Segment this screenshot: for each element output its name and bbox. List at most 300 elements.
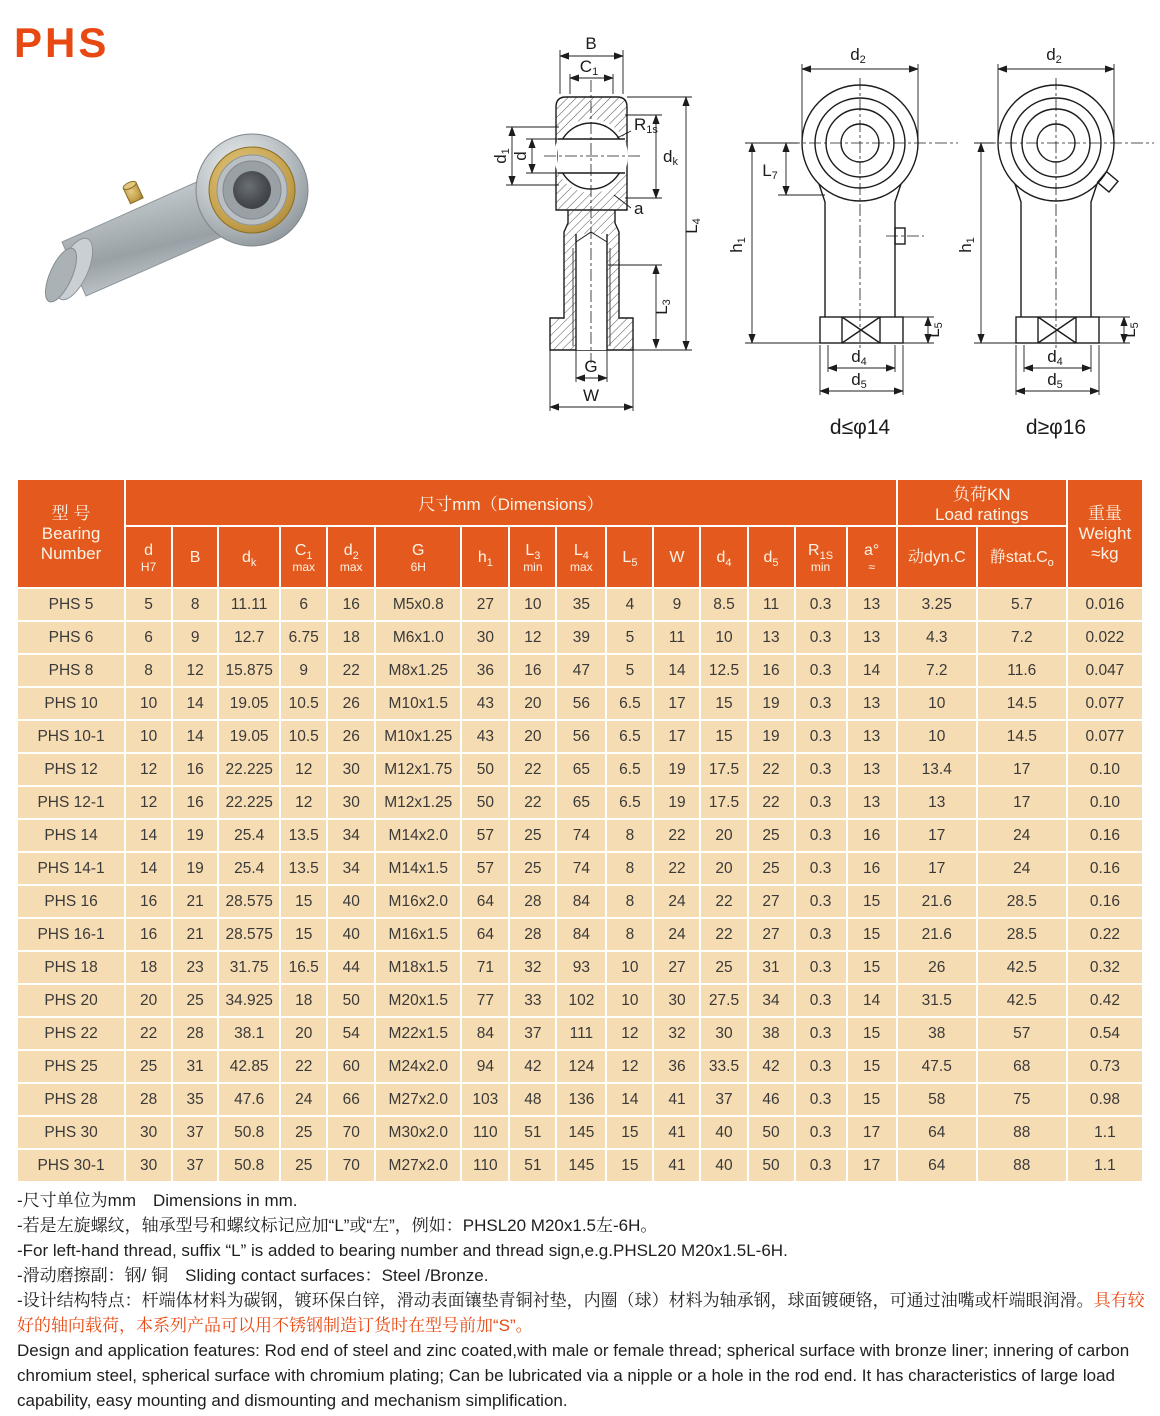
table-cell: 14	[126, 853, 171, 884]
table-cell: 31.5	[898, 985, 976, 1016]
table-cell: 22	[510, 787, 555, 818]
table-cell: 12.5	[701, 655, 746, 686]
table-cell: 0.3	[796, 1084, 846, 1115]
table-cell: 4	[607, 589, 652, 620]
table-cell: 64	[462, 886, 508, 917]
table-cell: 41	[654, 1150, 699, 1181]
table-cell: 28	[173, 1018, 217, 1049]
table-cell: 111	[557, 1018, 605, 1049]
table-cell: 35	[557, 589, 605, 620]
dim-label-d2: d2	[850, 45, 866, 66]
table-cell: 12	[126, 787, 171, 818]
table-cell: 65	[557, 787, 605, 818]
table-cell: M20x1.5	[376, 985, 460, 1016]
bearing-number: PHS 30-1	[18, 1150, 124, 1181]
table-cell: 30	[654, 985, 699, 1016]
table-cell: 22.225	[219, 754, 279, 785]
col-header-C1: $C_1$ max	[281, 527, 326, 587]
bearing-number-en1: Bearing	[41, 523, 101, 543]
table-cell: 15	[848, 1018, 896, 1049]
table-cell: 22	[749, 787, 794, 818]
table-cell: 4.3	[898, 622, 976, 653]
table-cell: 0.3	[796, 1051, 846, 1082]
dim-label-h1: h1	[956, 237, 977, 253]
table-cell: 20	[510, 721, 555, 752]
table-row	[18, 754, 1142, 785]
table-row	[18, 952, 1142, 983]
table-cell: 19	[749, 688, 794, 719]
dim-label-B: B	[585, 34, 597, 53]
table-cell: 145	[557, 1117, 605, 1148]
caption-small-size: d≤φ14	[829, 416, 891, 439]
table-cell: 6.5	[607, 721, 652, 752]
table-cell: 28	[510, 886, 555, 917]
table-cell: 47.6	[219, 1084, 279, 1115]
table-cell: 66	[328, 1084, 374, 1115]
table-cell: 21.6	[898, 919, 976, 950]
table-cell: M27x2.0	[376, 1084, 460, 1115]
bearing-number-en2: Number	[40, 543, 102, 563]
table-cell: 19	[173, 820, 217, 851]
table-cell: 5	[126, 589, 171, 620]
table-cell: 56	[557, 688, 605, 719]
table-cell: 0.3	[796, 985, 846, 1016]
table-cell: M10x1.25	[376, 721, 460, 752]
table-cell: 50	[462, 787, 508, 818]
table-cell: M27x2.0	[376, 1150, 460, 1181]
page-title: PHS	[14, 19, 110, 66]
table-cell: 0.3	[796, 820, 846, 851]
table-cell: 56	[557, 721, 605, 752]
table-cell: 13.5	[281, 853, 326, 884]
table-cell: 57	[978, 1018, 1066, 1049]
table-cell: 28.5	[978, 919, 1066, 950]
table-cell: 11	[654, 622, 699, 653]
table-cell: 20	[701, 853, 746, 884]
dim-label-d4: d4	[851, 347, 867, 368]
table-cell: 42.85	[219, 1051, 279, 1082]
table-cell: 30	[328, 787, 374, 818]
table-cell: 0.3	[796, 754, 846, 785]
table-cell: 12	[607, 1051, 652, 1082]
table-cell: M10x1.5	[376, 688, 460, 719]
table-cell: 84	[557, 919, 605, 950]
table-row	[18, 688, 1142, 719]
table-cell: 50	[749, 1150, 794, 1181]
table-cell: 13	[898, 787, 976, 818]
table-cell: 5	[607, 622, 652, 653]
table-cell: 22	[510, 754, 555, 785]
table-cell: 11.6	[978, 655, 1066, 686]
bearing-number-cn: 型 号	[51, 503, 91, 523]
table-cell: 0.047	[1068, 655, 1142, 686]
table-cell: 10	[607, 985, 652, 1016]
table-cell: 33	[510, 985, 555, 1016]
table-row	[18, 919, 1142, 950]
table-cell: 17	[848, 1117, 896, 1148]
table-cell: 84	[557, 886, 605, 917]
table-row	[18, 655, 1142, 686]
table-cell: 8	[607, 919, 652, 950]
table-cell: 0.3	[796, 622, 846, 653]
table-cell: M24x2.0	[376, 1051, 460, 1082]
dim-label-d2: d2	[1046, 45, 1062, 66]
col-header-B: B	[173, 527, 217, 587]
rod-end-photo-illustration	[12, 110, 342, 355]
table-cell: 0.16	[1068, 853, 1142, 884]
table-cell: 30	[126, 1150, 171, 1181]
table-cell: 31	[173, 1051, 217, 1082]
table-cell: 38.1	[219, 1018, 279, 1049]
table-cell: 14	[848, 655, 896, 686]
table-row	[18, 589, 1142, 620]
table-cell: 0.3	[796, 655, 846, 686]
table-cell: 27	[462, 589, 508, 620]
table-cell: 88	[978, 1150, 1066, 1181]
table-cell: 24	[654, 886, 699, 917]
table-cell: 34	[328, 820, 374, 851]
table-cell: 75	[978, 1084, 1066, 1115]
table-cell: 10	[701, 622, 746, 653]
table-cell: 25.4	[219, 820, 279, 851]
dim-label-a: a	[634, 199, 644, 218]
table-cell: M14x1.5	[376, 853, 460, 884]
table-cell: 0.16	[1068, 886, 1142, 917]
table-cell: 28.575	[219, 919, 279, 950]
table-cell: 37	[173, 1117, 217, 1148]
table-cell: 15	[848, 886, 896, 917]
table-cell: 88	[978, 1117, 1066, 1148]
table-cell: 13	[848, 721, 896, 752]
table-cell: 26	[328, 688, 374, 719]
table-row	[18, 985, 1142, 1016]
table-cell: M8x1.25	[376, 655, 460, 686]
table-cell: 6.5	[607, 754, 652, 785]
bearing-number: PHS 16-1	[18, 919, 124, 950]
table-cell: 15	[701, 721, 746, 752]
dim-label-dk: dk	[663, 147, 678, 168]
col-header-G: G 6H	[376, 527, 460, 587]
product-photo	[12, 110, 342, 355]
load-ratings-group-header	[898, 480, 1066, 525]
table-cell: 17	[654, 721, 699, 752]
weight-cn: 重量	[1087, 503, 1122, 523]
col-header-W: W	[654, 527, 699, 587]
table-cell: 22	[328, 655, 374, 686]
table-cell: 22	[701, 886, 746, 917]
spec-table	[16, 478, 1144, 1183]
table-cell: 40	[701, 1150, 746, 1181]
table-cell: 60	[328, 1051, 374, 1082]
table-cell: 13	[848, 589, 896, 620]
dim-label-C1: C1	[579, 57, 599, 78]
table-cell: 8	[607, 853, 652, 884]
col-header-weight	[1068, 480, 1142, 587]
table-cell: 16	[173, 787, 217, 818]
table-cell: 19.05	[219, 721, 279, 752]
table-cell: 57	[462, 820, 508, 851]
footnotes	[17, 1188, 1147, 1413]
table-cell: 16	[126, 919, 171, 950]
table-cell: 103	[462, 1084, 508, 1115]
table-cell: 64	[462, 919, 508, 950]
table-cell: 70	[328, 1117, 374, 1148]
table-cell: 7.2	[978, 622, 1066, 653]
table-cell: 25	[510, 820, 555, 851]
table-cell: 20	[281, 1018, 326, 1049]
table-cell: 0.73	[1068, 1051, 1142, 1082]
table-cell: 15	[281, 919, 326, 950]
table-cell: 10	[126, 688, 171, 719]
col-header-d5: $d_5$	[749, 527, 794, 587]
table-cell: 3.25	[898, 589, 976, 620]
table-cell: 46	[749, 1084, 794, 1115]
table-cell: 0.077	[1068, 721, 1142, 752]
table-cell: 0.32	[1068, 952, 1142, 983]
table-cell: 30	[328, 754, 374, 785]
table-cell: 0.98	[1068, 1084, 1142, 1115]
table-cell: 20	[510, 688, 555, 719]
table-cell: 14	[607, 1084, 652, 1115]
bearing-number: PHS 18	[18, 952, 124, 983]
table-cell: 0.077	[1068, 688, 1142, 719]
table-cell: 0.54	[1068, 1018, 1142, 1049]
front-view-diagrams	[728, 36, 1160, 460]
table-cell: 23	[173, 952, 217, 983]
table-cell: 17	[978, 787, 1066, 818]
table-cell: 34.925	[219, 985, 279, 1016]
table-cell: 0.22	[1068, 919, 1142, 950]
table-cell: 25	[510, 853, 555, 884]
weight-unit: ≈kg	[1091, 543, 1119, 563]
table-row	[18, 1018, 1142, 1049]
table-cell: 17	[898, 820, 976, 851]
table-cell: 50.8	[219, 1150, 279, 1181]
table-cell: 145	[557, 1150, 605, 1181]
table-cell: 37	[510, 1018, 555, 1049]
table-cell: 1.1	[1068, 1150, 1142, 1181]
table-row	[18, 721, 1142, 752]
dim-label-d4: d4	[1047, 347, 1063, 368]
table-cell: 47	[557, 655, 605, 686]
table-cell: 21.6	[898, 886, 976, 917]
bearing-number: PHS 12	[18, 754, 124, 785]
table-cell: 50	[462, 754, 508, 785]
table-cell: 41	[654, 1084, 699, 1115]
table-cell: 32	[654, 1018, 699, 1049]
table-cell: 22	[654, 853, 699, 884]
table-cell: 47.5	[898, 1051, 976, 1082]
table-cell: 48	[510, 1084, 555, 1115]
table-cell: 50.8	[219, 1117, 279, 1148]
table-cell: 30	[701, 1018, 746, 1049]
table-cell: 0.3	[796, 886, 846, 917]
table-cell: 0.3	[796, 787, 846, 818]
table-cell: 42	[510, 1051, 555, 1082]
bearing-number: PHS 30	[18, 1117, 124, 1148]
table-cell: 40	[701, 1117, 746, 1148]
table-cell: 30	[462, 622, 508, 653]
table-cell: 42.5	[978, 952, 1066, 983]
table-cell: M12x1.25	[376, 787, 460, 818]
table-cell: 15.875	[219, 655, 279, 686]
table-cell: 5.7	[978, 589, 1066, 620]
table-cell: 40	[328, 886, 374, 917]
dim-label-R1s: R1s	[634, 115, 658, 136]
table-row	[18, 1117, 1142, 1148]
table-row	[18, 1051, 1142, 1082]
col-header-d2: $d_2$ max	[328, 527, 374, 587]
table-cell: 8.5	[701, 589, 746, 620]
bearing-number: PHS 22	[18, 1018, 124, 1049]
bearing-number: PHS 20	[18, 985, 124, 1016]
table-cell: 102	[557, 985, 605, 1016]
table-cell: 14	[654, 655, 699, 686]
table-cell: 15	[848, 1084, 896, 1115]
table-cell: 17.5	[701, 754, 746, 785]
table-cell: 12	[281, 787, 326, 818]
note-dimensions-unit: -尺寸单位为mm Dimensions in mm.	[17, 1191, 298, 1210]
dim-label-L4: L4	[682, 218, 703, 234]
note-design-features-cn: -设计结构特点：杆端体材料为碳钢，镀环保白锌，滑动表面镶垫青铜衬垫，内圈（球）材料为轴承钢，球面镀硬铬，可通过油嘴或杆端眼润滑。具有较好的轴向载荷，本系列产品可以用不锈钢制造订货时在型号前加“S”。	[17, 1291, 1145, 1335]
table-cell: 14.5	[978, 721, 1066, 752]
dim-label-W: W	[582, 386, 600, 405]
table-cell: 10	[126, 721, 171, 752]
table-cell: 9	[173, 622, 217, 653]
table-cell: M5x0.8	[376, 589, 460, 620]
table-cell: 36	[462, 655, 508, 686]
table-cell: 17	[654, 688, 699, 719]
table-cell: 0.016	[1068, 589, 1142, 620]
table-cell: 15	[701, 688, 746, 719]
table-cell: M30x2.0	[376, 1117, 460, 1148]
table-cell: 0.3	[796, 952, 846, 983]
table-cell: 37	[701, 1084, 746, 1115]
bearing-number: PHS 14-1	[18, 853, 124, 884]
table-cell: 15	[607, 1117, 652, 1148]
col-header-L4: $L_4$ max	[557, 527, 605, 587]
table-cell: 24	[978, 853, 1066, 884]
dim-label-L3: L3	[652, 299, 673, 315]
table-cell: 27	[749, 919, 794, 950]
table-cell: 37	[173, 1150, 217, 1181]
dim-label-h1: h1	[728, 237, 748, 253]
dim-label-L7: L7	[762, 161, 778, 182]
table-cell: 28.5	[978, 886, 1066, 917]
bearing-number: PHS 16	[18, 886, 124, 917]
table-cell: 25	[281, 1117, 326, 1148]
table-cell: 16	[173, 754, 217, 785]
table-cell: 20	[701, 820, 746, 851]
note-left-hand-thread-cn: -若是左旋螺纹，轴承型号和螺纹标记应加“L”或“左”，例如：PHSL20 M20x1.5左-6H。	[17, 1216, 658, 1235]
table-cell: 64	[898, 1150, 976, 1181]
table-cell: 9	[281, 655, 326, 686]
table-cell: 19	[749, 721, 794, 752]
table-cell: 13	[848, 754, 896, 785]
table-cell: 110	[462, 1117, 508, 1148]
table-cell: M16x2.0	[376, 886, 460, 917]
table-cell: 38	[898, 1018, 976, 1049]
table-row	[18, 886, 1142, 917]
note-sliding-surfaces: -滑动磨擦副：钢/ 铜 Sliding contact surfaces：Steel /Bronze.	[17, 1266, 489, 1285]
table-cell: 34	[328, 853, 374, 884]
table-cell: 20	[126, 985, 171, 1016]
table-cell: 5	[607, 655, 652, 686]
bearing-number: PHS 10-1	[18, 721, 124, 752]
table-cell: 34	[749, 985, 794, 1016]
table-cell: 14	[173, 688, 217, 719]
table-cell: 0.10	[1068, 754, 1142, 785]
table-cell: M12x1.75	[376, 754, 460, 785]
table-cell: 0.42	[1068, 985, 1142, 1016]
table-cell: 32	[510, 952, 555, 983]
table-cell: 0.3	[796, 721, 846, 752]
table-cell: 74	[557, 820, 605, 851]
table-cell: 8	[607, 820, 652, 851]
table-cell: 22	[654, 820, 699, 851]
table-cell: 19	[173, 853, 217, 884]
table-cell: 10	[607, 952, 652, 983]
table-cell: 25	[173, 985, 217, 1016]
load-ratings-en: Load ratings	[934, 505, 1029, 524]
table-cell: 10	[898, 688, 976, 719]
table-cell: 21	[173, 886, 217, 917]
table-cell: 27.5	[701, 985, 746, 1016]
table-cell: 0.3	[796, 919, 846, 950]
table-cell: 17	[848, 1150, 896, 1181]
table-cell: 77	[462, 985, 508, 1016]
table-cell: 17	[898, 853, 976, 884]
table-cell: 28	[126, 1084, 171, 1115]
dimensions-group-header: 尺寸mm（Dimensions）	[126, 480, 896, 525]
col-header-bearing-number	[18, 480, 124, 587]
table-cell: 0.3	[796, 688, 846, 719]
table-cell: 14	[173, 721, 217, 752]
table-cell: 42.5	[978, 985, 1066, 1016]
table-row	[18, 820, 1142, 851]
weight-en: Weight	[1078, 523, 1132, 543]
table-cell: 16	[749, 655, 794, 686]
table-cell: 15	[281, 886, 326, 917]
table-cell: 10.5	[281, 721, 326, 752]
table-cell: 18	[126, 952, 171, 983]
table-cell: 0.3	[796, 1117, 846, 1148]
table-cell: 16	[126, 886, 171, 917]
table-cell: 18	[281, 985, 326, 1016]
col-header-dk: $d_k$	[219, 527, 279, 587]
table-cell: 0.16	[1068, 820, 1142, 851]
table-cell: 15	[848, 1051, 896, 1082]
table-cell: 13	[749, 622, 794, 653]
table-cell: 15	[848, 919, 896, 950]
table-cell: 64	[898, 1117, 976, 1148]
table-cell: 21	[173, 919, 217, 950]
table-cell: 8	[173, 589, 217, 620]
table-cell: 57	[462, 853, 508, 884]
table-cell: 30	[126, 1117, 171, 1148]
table-cell: 0.3	[796, 1150, 846, 1181]
col-header-R1S: $R_{1S}$ min	[796, 527, 846, 587]
table-cell: M16x1.5	[376, 919, 460, 950]
table-cell: M6x1.0	[376, 622, 460, 653]
table-cell: 36	[654, 1051, 699, 1082]
table-cell: 0.3	[796, 589, 846, 620]
table-cell: 16.5	[281, 952, 326, 983]
table-cell: 40	[328, 919, 374, 950]
table-cell: 54	[328, 1018, 374, 1049]
col-header-dynC: 动dyn.C	[898, 527, 976, 587]
table-cell: 11.11	[219, 589, 279, 620]
